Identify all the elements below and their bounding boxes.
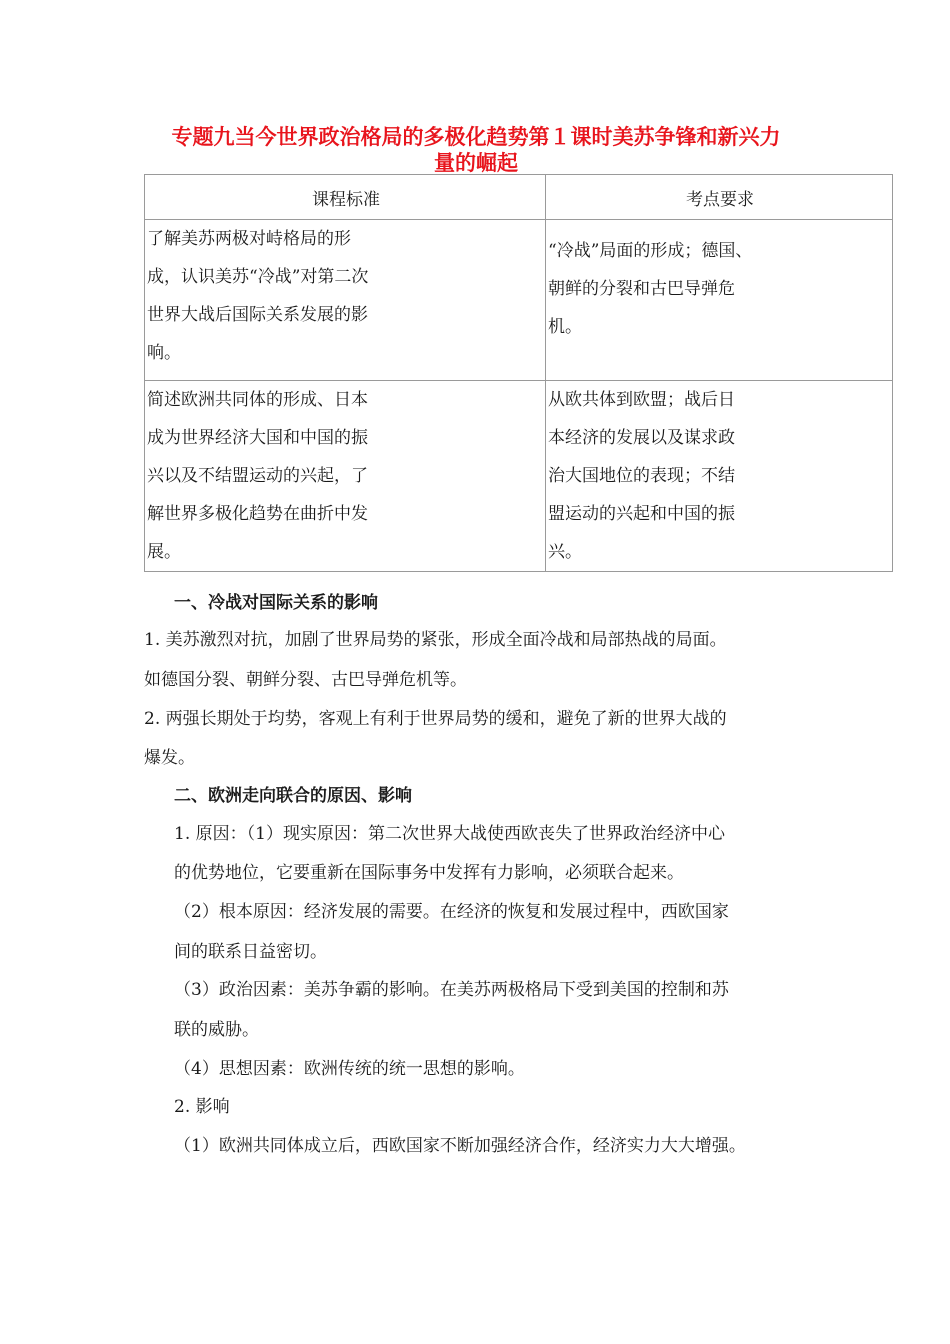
cell-line: 兴。	[548, 542, 582, 562]
cell-line: 展。	[147, 542, 181, 562]
header-curriculum-standard: 课程标准	[145, 175, 546, 220]
paragraph: （1）欧洲共同体成立后，西欧国家不断加强经济合作，经济实力大大增强。	[174, 1136, 746, 1156]
cell-line: “冷战”局面的形成；德国、	[548, 241, 753, 261]
section-heading-cold-war: 一、冷战对国际关系的影响	[174, 593, 378, 613]
cell-line: 盟运动的兴起和中国的振	[548, 504, 735, 524]
table-header-row	[145, 175, 893, 220]
section-heading-european-union: 二、欧洲走向联合的原因、影响	[174, 786, 412, 806]
standard-cell	[145, 381, 546, 572]
title-line-1: 专题九当今世界政治格局的多极化趋势第１课时美苏争锋和新兴力	[171, 125, 781, 149]
cell-line: 治大国地位的表现；不结	[548, 466, 735, 486]
paragraph: （4）思想因素：欧洲传统的统一思想的影响。	[174, 1059, 525, 1079]
cell-line: 机。	[548, 317, 582, 337]
document-title	[140, 124, 812, 176]
cell-line: 成为世界经济大国和中国的振	[147, 428, 368, 448]
cell-line: 从欧共体到欧盟；战后日	[548, 390, 735, 410]
cell-line: 世界大战后国际关系发展的影	[147, 305, 368, 325]
requirement-cell	[546, 220, 893, 381]
standard-cell	[145, 220, 546, 381]
cell-line: 解世界多极化趋势在曲折中发	[147, 504, 368, 524]
paragraph: 1. 美苏激烈对抗，加剧了世界局势的紧张，形成全面冷战和局部热战的局面。	[144, 630, 727, 650]
cell-line: 响。	[147, 343, 181, 363]
header-exam-requirement: 考点要求	[546, 175, 893, 220]
paragraph: 2. 影响	[174, 1097, 230, 1117]
paragraph: 间的联系日益密切。	[174, 942, 327, 962]
cell-line: 朝鲜的分裂和古巴导弹危	[548, 279, 735, 299]
cell-line: 兴以及不结盟运动的兴起，了	[147, 466, 368, 486]
requirement-cell	[546, 381, 893, 572]
table-row	[145, 220, 893, 381]
paragraph: 联的威胁。	[174, 1020, 259, 1040]
table-row	[145, 381, 893, 572]
paragraph: 爆发。	[144, 748, 195, 768]
cell-line: 了解美苏两极对峙格局的形	[147, 229, 351, 249]
cell-line: 本经济的发展以及谋求政	[548, 428, 735, 448]
cell-line: 简述欧洲共同体的形成、日本	[147, 390, 368, 410]
paragraph: （2）根本原因：经济发展的需要。在经济的恢复和发展过程中，西欧国家	[174, 902, 729, 922]
cell-line: 成，认识美苏“冷战”对第二次	[147, 267, 369, 287]
standards-table	[144, 174, 893, 572]
paragraph: 的优势地位，它要重新在国际事务中发挥有力影响，必须联合起来。	[174, 863, 684, 883]
paragraph: （3）政治因素：美苏争霸的影响。在美苏两极格局下受到美国的控制和苏	[174, 980, 729, 1000]
paragraph: 2. 两强长期处于均势，客观上有利于世界局势的缓和，避免了新的世界大战的	[144, 709, 727, 729]
paragraph: 1. 原因：（1）现实原因：第二次世界大战使西欧丧失了世界政治经济中心	[174, 824, 725, 844]
paragraph: 如德国分裂、朝鲜分裂、古巴导弹危机等。	[144, 670, 467, 690]
title-line-2: 量的崛起	[434, 151, 518, 175]
